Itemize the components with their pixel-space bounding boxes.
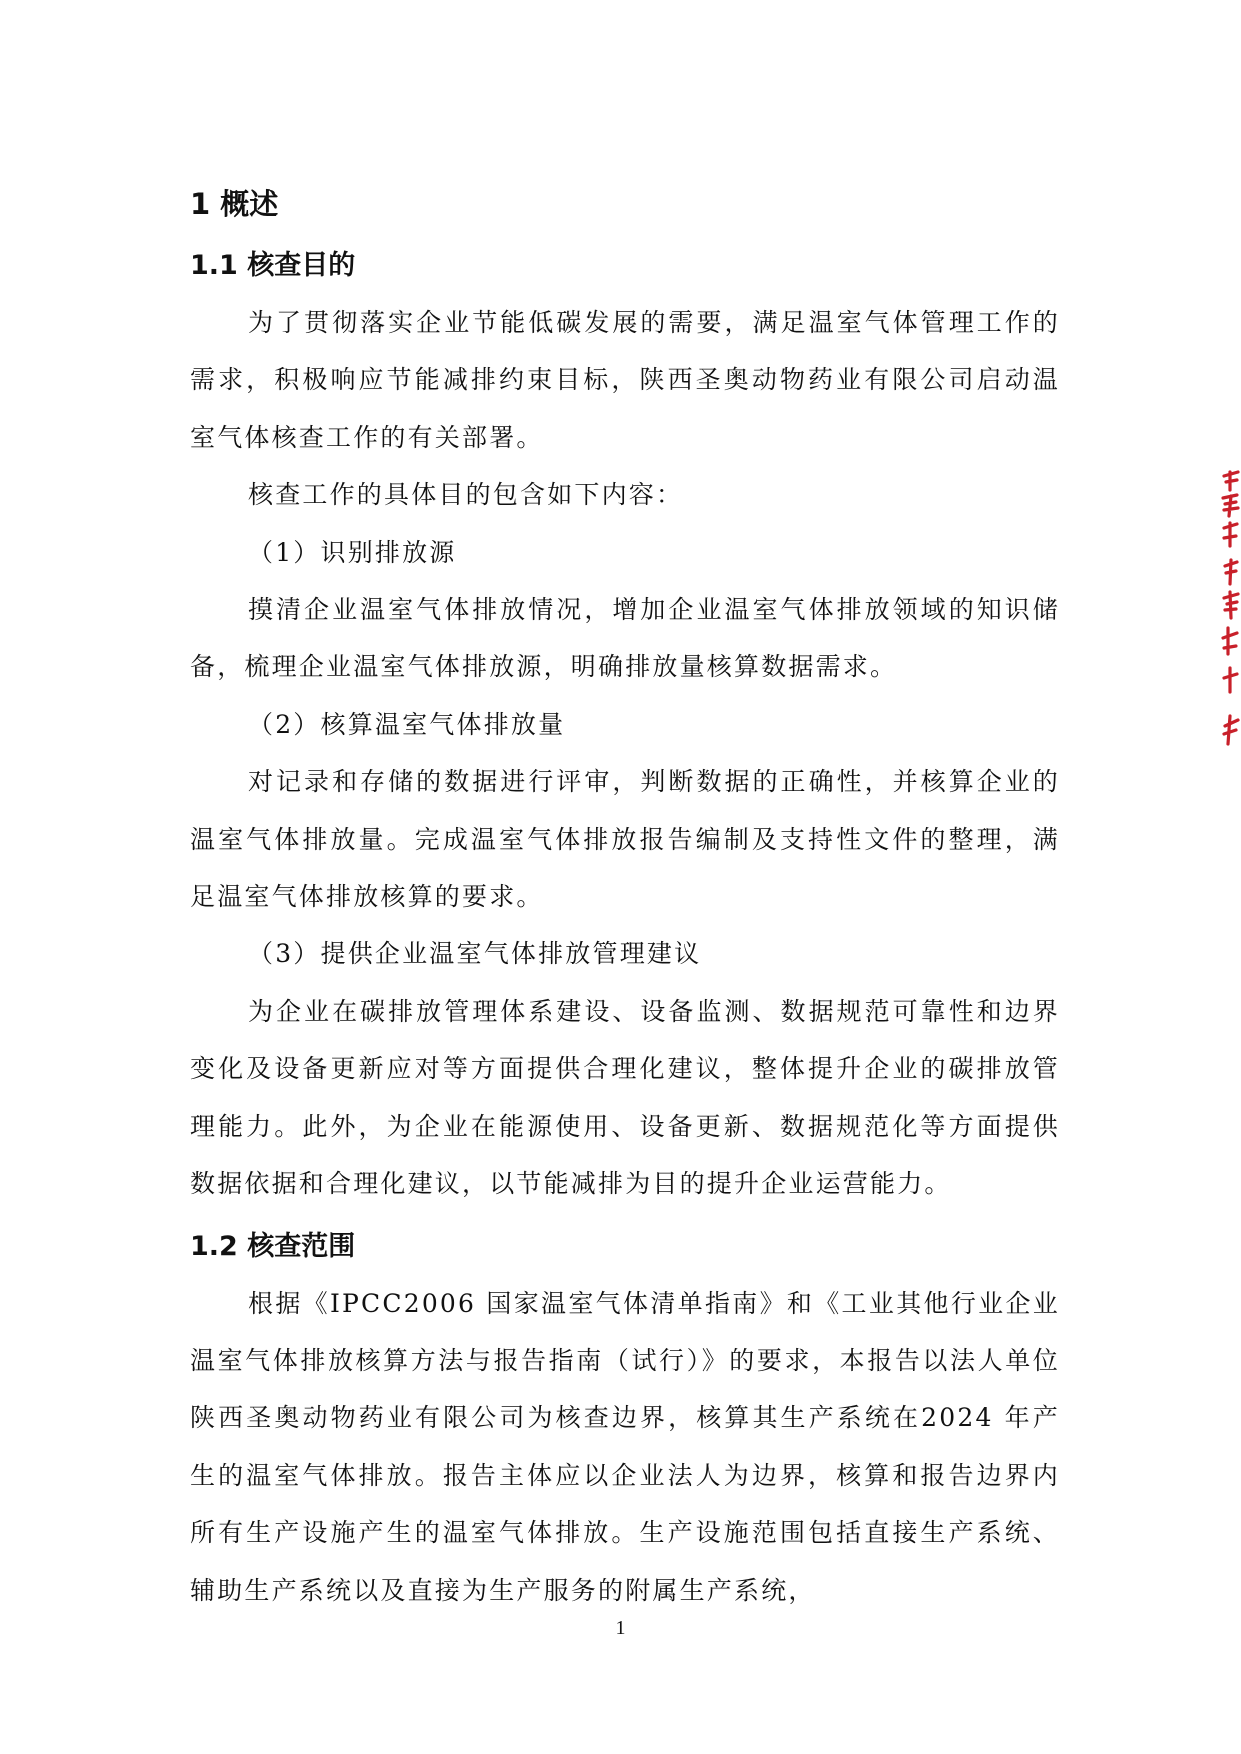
purpose-paragraph: 为了贯彻落实企业节能低碳发展的需要，满足温室气体管理工作的需求，积极响应节能减排约束目标，陕西圣奥动物药业有限公司启动温室气体核查工作的有关部署。 xyxy=(190,308,1060,452)
section-heading-1-2: 1.2 核查范围 xyxy=(190,1230,356,1262)
seal-stamp-icon xyxy=(1218,468,1241,750)
item-2-label: （2）核算温室气体排放量 xyxy=(248,709,566,739)
page-content xyxy=(190,178,1060,1619)
scope-paragraph: 根据《IPCC2006 国家温室气体清单指南》和《工业其他行业企业温室气体排放核算方法与报告指南（试行）》的要求，本报告以法人单位陕西圣奥动物药业有限公司为核查边界，核算其生产系统在2024 年产生的温室气体排放。报告主体应以企业法人为边界，核算和报告边界内所有生产设施产生的温室气体排放。生产设施范围包括直接生产系统、辅助生产系统以及直接为生产服务的附属生产系统， xyxy=(190,1288,1060,1605)
item-3-label: （3）提供企业温室气体排放管理建议 xyxy=(248,939,702,969)
seal-stamp-fragment xyxy=(1218,468,1241,750)
purpose-intro-paragraph: 核查工作的具体目的包含如下内容： xyxy=(248,480,684,510)
item-1-text: 摸清企业温室气体排放情况，增加企业温室气体排放领域的知识储备，梳理企业温室气体排放源，明确排放量核算数据需求。 xyxy=(190,595,1060,682)
item-3-text: 为企业在碳排放管理体系建设、设备监测、数据规范可靠性和边界变化及设备更新应对等方面提供合理化建议，整体提升企业的碳排放管理能力。此外，为企业在能源使用、设备更新、数据规范化等方面提供数据依据和合理化建议，以节能减排为目的提升企业运营能力。 xyxy=(190,996,1060,1199)
chapter-heading: 1 概述 xyxy=(190,187,279,221)
page-number: 1 xyxy=(615,1617,626,1639)
item-2-text: 对记录和存储的数据进行评审，判断数据的正确性，并核算企业的温室气体排放量。完成温室气体排放报告编制及支持性文件的整理，满足温室气体排放核算的要求。 xyxy=(190,767,1060,912)
item-1-label: （1）识别排放源 xyxy=(248,537,457,567)
section-heading-1-1: 1.1 核查目的 xyxy=(190,250,356,281)
